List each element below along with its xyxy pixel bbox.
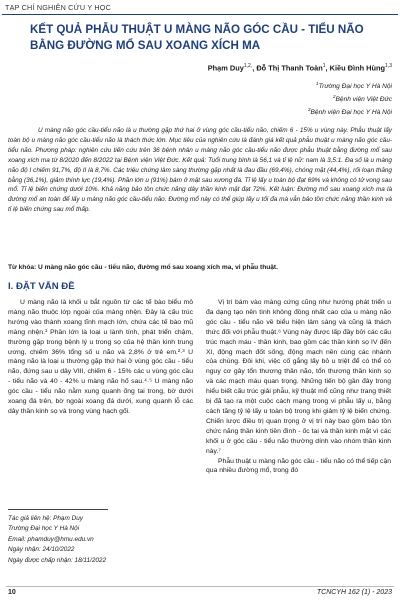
corr-email: Email: phamduy@hmu.edu.vn	[8, 535, 94, 543]
author-2: Đỗ Thị Thanh Toàn	[256, 63, 323, 73]
article-title	[30, 22, 385, 54]
corr-author: Tác giả liên hệ: Phạm Duy	[8, 515, 83, 522]
right-column	[206, 298, 391, 476]
footer-rule	[6, 586, 394, 587]
title-line-1: KẾT QUẢ PHẪU THUẬT U MÀNG NÃO GÓC CẦU - TIỂU NÃO	[30, 23, 364, 36]
section-heading: I. ĐẶT VẤN ĐỀ	[8, 281, 75, 292]
author-list: Phạm Duy$^{1,2,}$, Đỗ Thị Thanh Toàn$^1$, Kiều Đình Hùng$^{1,3}$	[207, 63, 392, 73]
page-number: 10	[8, 589, 16, 596]
author-1-affil: 1,2,	[243, 63, 253, 69]
footnote-divider	[8, 509, 108, 510]
abstract: U màng não góc cầu-tiểu não là u thường gặp thứ hai ở vùng góc cầu-tiểu não, chiếm 6 - 15% u vùng này. Phẫu thuật lấy toàn bộ u màng não góc cầu-tiểu não là thách thức lớn. Mục tiêu của nghiên cứu là đánh giá kết quả phẫu thuật u màng não góc cầu-tiểu não. Phương pháp: nghiên cứu tiến cứu trên 36 bệnh nhân u màng não góc cầu-tiểu não được phẫu thuật bằng đường mổ sau xoang xích ma từ 8/2020 đến 8/2022 tại Bệnh viện Việt Đức. Kết quả: Tuổi trung bình là 56,1 và tỉ lệ nữ: nam là 3,5:1. Đa số là u màng não độ I chiếm 91,7%, độ II là 8,7%. Các triệu chứng lâm sàng thường gặp nhất là đau đầu (69,4%), chóng mặt (44,4%), rối loạn thăng bằng (36,1%), giảm thính lực (19,4%). Phần lớn u (91%) bám ở mặt sau xương đá. Tỉ lệ lấy u toàn bộ đạt 69% và không có tử vong sau mổ. Tỉ lệ biến chứng dưới 10%. Khả năng bảo tồn chức năng dây thần kinh mặt đạt 72%. Kết luận: Đường mổ sau xoang xích ma là đường mổ an toàn để lấy u màng não góc cầu-tiểu não. Đường mổ này có thể giúp lấy u tối đa mà vẫn bảo tồn chức năng thần kinh và tỉ lệ biến chứng sau mổ thấp.	[8, 127, 392, 214]
author-2-affil: 1	[322, 63, 326, 69]
corr-accepted: Ngày được chấp nhận: 18/11/2022	[8, 556, 107, 564]
affiliation-3: $^3$Bệnh viện Đại học Y Hà Nội	[307, 107, 392, 117]
affiliation-1: $^1$Trường Đại học Y Hà Nội	[315, 82, 392, 91]
keywords: Từ khóa: U màng não góc cầu - tiểu não, đường mổ sau xoang xích ma, vi phẫu thuật.	[8, 264, 278, 271]
affiliations	[308, 80, 392, 119]
correspondence-block	[8, 514, 106, 566]
right-paragraph-1: Vị trí bám vào màng cứng cũng như hướng phát triển u đa dạng tạo nên tình không đồng nhất cao của u màng não góc cầu - tiểu não về biểu hiện lâm sàng và cũng là thách thức đối với phẫu thuật.⁶ Vùng này được lấp đầy bởi các cấu trúc mạch máu - thần kinh, bao gồm các thần kinh sọ IV đến XI, động mạch đốt sống, động mạch nền cùng các nhánh của chúng. Đôi khi, việc cố gắng lấy bỏ u triệt để có thể có nguy cơ gây tổn thương thân não, tổn thương thần kinh sọ và các mạch máu quan trọng. Những tiến bộ gần đây trong hiểu biết cấu trúc giải phẫu, kỹ thuật mổ cũng như trang thiết bị đã tạo ra một cuộc cách mạng trong vi phẫu lấy u, bằng cách tăng tỷ lệ lấy u toàn bộ trong khi giảm tỷ lệ biến chứng. Chiến lược điều trị quan trọng ở vị trí này bao gồm bảo tồn chức năng thần kinh tiền đình - ốc tai và thần kinh mặt vì các khối u ở góc cầu - tiểu não thường dính vào nhóm thần kinh này.⁷	[206, 299, 391, 455]
author-3: Kiều Đình Hùng	[329, 63, 386, 73]
journal-issue: TCNCYH 162 (1) - 2023	[316, 589, 392, 596]
journal-header-tag: TẠP CHÍ NGHIÊN CỨU Y HỌC	[2, 2, 398, 15]
left-column	[8, 298, 193, 417]
left-paragraph: U màng não là khối u bắt nguồn từ các tế bào biểu mô màng não thuộc lớp ngoài của màng nhện. Đây là cấu trúc hướng vào thành xoang tĩnh mạch lớn, chứa các tế bào mũ màng nhện.¹ Phần lớn là loại u lành tính, phát triển chậm, thường gặp trong bệnh lý u trong sọ của hệ thần kinh trung ương, chiếm 36% tổng số u não và 2,8% ở trẻ em.²·³ U màng não là loại u thường gặp thứ hai ở vùng góc cầu - tiểu não, đứng sau u dây VIII, chiếm 6 - 15% các u vùng góc cầu - tiểu não và 40 - 42% u màng não hố sau.⁴·⁵ U màng não góc cầu - tiểu não nằm xung quanh ống tai trong, bờ dưới xoang đá trên, bờ ngoài xoang đá dưới, xung quanh lỗ các dây thần kinh sọ và trong vùng hạch gối.	[8, 299, 193, 415]
corr-received: Ngày nhận: 24/10/2022	[8, 546, 75, 554]
title-line-2: BẰNG ĐƯỜNG MỔ SAU XOANG XÍCH MA	[30, 39, 261, 52]
affiliation-2: $^2$Bệnh viện Việt Đức	[332, 94, 392, 104]
author-1: Phạm Duy	[207, 63, 244, 73]
corr-institution: Trường Đại học Y Hà Nội	[8, 525, 80, 533]
right-paragraph-2: Phẫu thuật u màng não góc cầu - tiểu não có thể tiếp cận qua nhiều đường mổ, trong đó	[206, 457, 391, 475]
author-3-affil: 1,3	[385, 63, 392, 69]
